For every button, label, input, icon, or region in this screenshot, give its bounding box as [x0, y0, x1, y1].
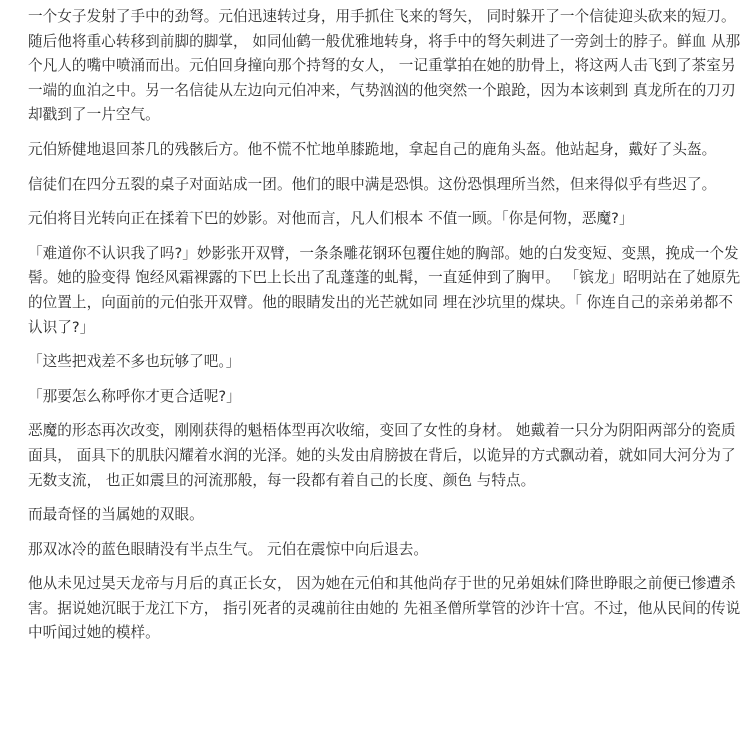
paragraph: 信徒们在四分五裂的桌子对面站成一团。他们的眼中满是恐惧。这份恐惧理所当然，但来得似乎有些迟了。	[28, 175, 717, 193]
paragraph: 「那要怎么称呼你才更合适呢?」	[28, 387, 241, 405]
paragraph: 那双冰冷的蓝色眼睛没有半点生气。 元伯在震惊中向后退去。	[28, 540, 429, 558]
paragraph: 「难道你不认识我了吗?」妙影张开双臂，一条条雕花钢环包覆住她的胸部。她的白发变短、变黑，挽成一个发髻。她的脸变得 饱经风霜裸露的下巴上长出了乱蓬蓬的虬髯，一直延伸到了胸甲。 「镔龙」昭明站在了她原先的位置上，向面前的元伯张开双臂。他的眼睛发出的光芒就如同 埋在沙坑里的煤块。「 你连自己的亲弟弟都不认识了?」	[28, 244, 741, 336]
paragraph: 而最奇怪的当属她的双眼。	[28, 506, 204, 524]
paragraph: 元伯将目光转向正在揉着下巴的妙影。对他而言，凡人们根本 不值一顾。「你是何物，恶魔?」	[28, 210, 634, 228]
paragraph: 一个女子发射了手中的劲弩。元伯迅速转过身，用手抓住飞来的弩矢， 同时躲开了一个信徒迎头砍来的短刀。随后他将重心转移到前脚的脚掌， 如同仙鹤一般优雅地转身，将手中的弩矢刺进了一旁剑士的脖子。鲜血 从那个凡人的嘴中喷涌而出。元伯回身撞向那个持弩的女人， 一记重掌拍在她的肋骨上，将这两人击飞到了茶室另一端的血泊之中。另一名信徒从左边向元伯冲来，气势汹汹的他突然一个踉跄，因为本该刺到 真龙所在的刀刃却戳到了一片空气。	[28, 8, 741, 124]
paragraph: 「这些把戏差不多也玩够了吧。」	[28, 353, 241, 371]
paragraph: 元伯矫健地退回茶几的残骸后方。他不慌不忙地单膝跪地，拿起自己的鹿角头盔。他站起身，戴好了头盔。	[28, 140, 717, 158]
paragraph: 恶魔的形态再次改变，刚刚获得的魁梧体型再次收缩，变回了女性的身材。 她戴着一只分为阴阳两部分的瓷质面具， 面具下的肌肤闪耀着水润的光泽。她的头发由肩膀披在背后，以诡异的方式飘动着，就如同大河分为了无数支流， 也正如震旦的河流那般，每一段都有着自己的长度、颜色 与特点。	[28, 422, 736, 489]
paragraph: 他从未见过昊天龙帝与月后的真正长女， 因为她在元伯和其他尚存于世的兄弟姐妹们降世睁眼之前便已惨遭杀害。据说她沉眠于龙江下方， 指引死者的灵魂前往由她的 先祖圣僧所掌管的沙许十宫。不过，他从民间的传说中听闻过她的模样。	[28, 575, 741, 642]
